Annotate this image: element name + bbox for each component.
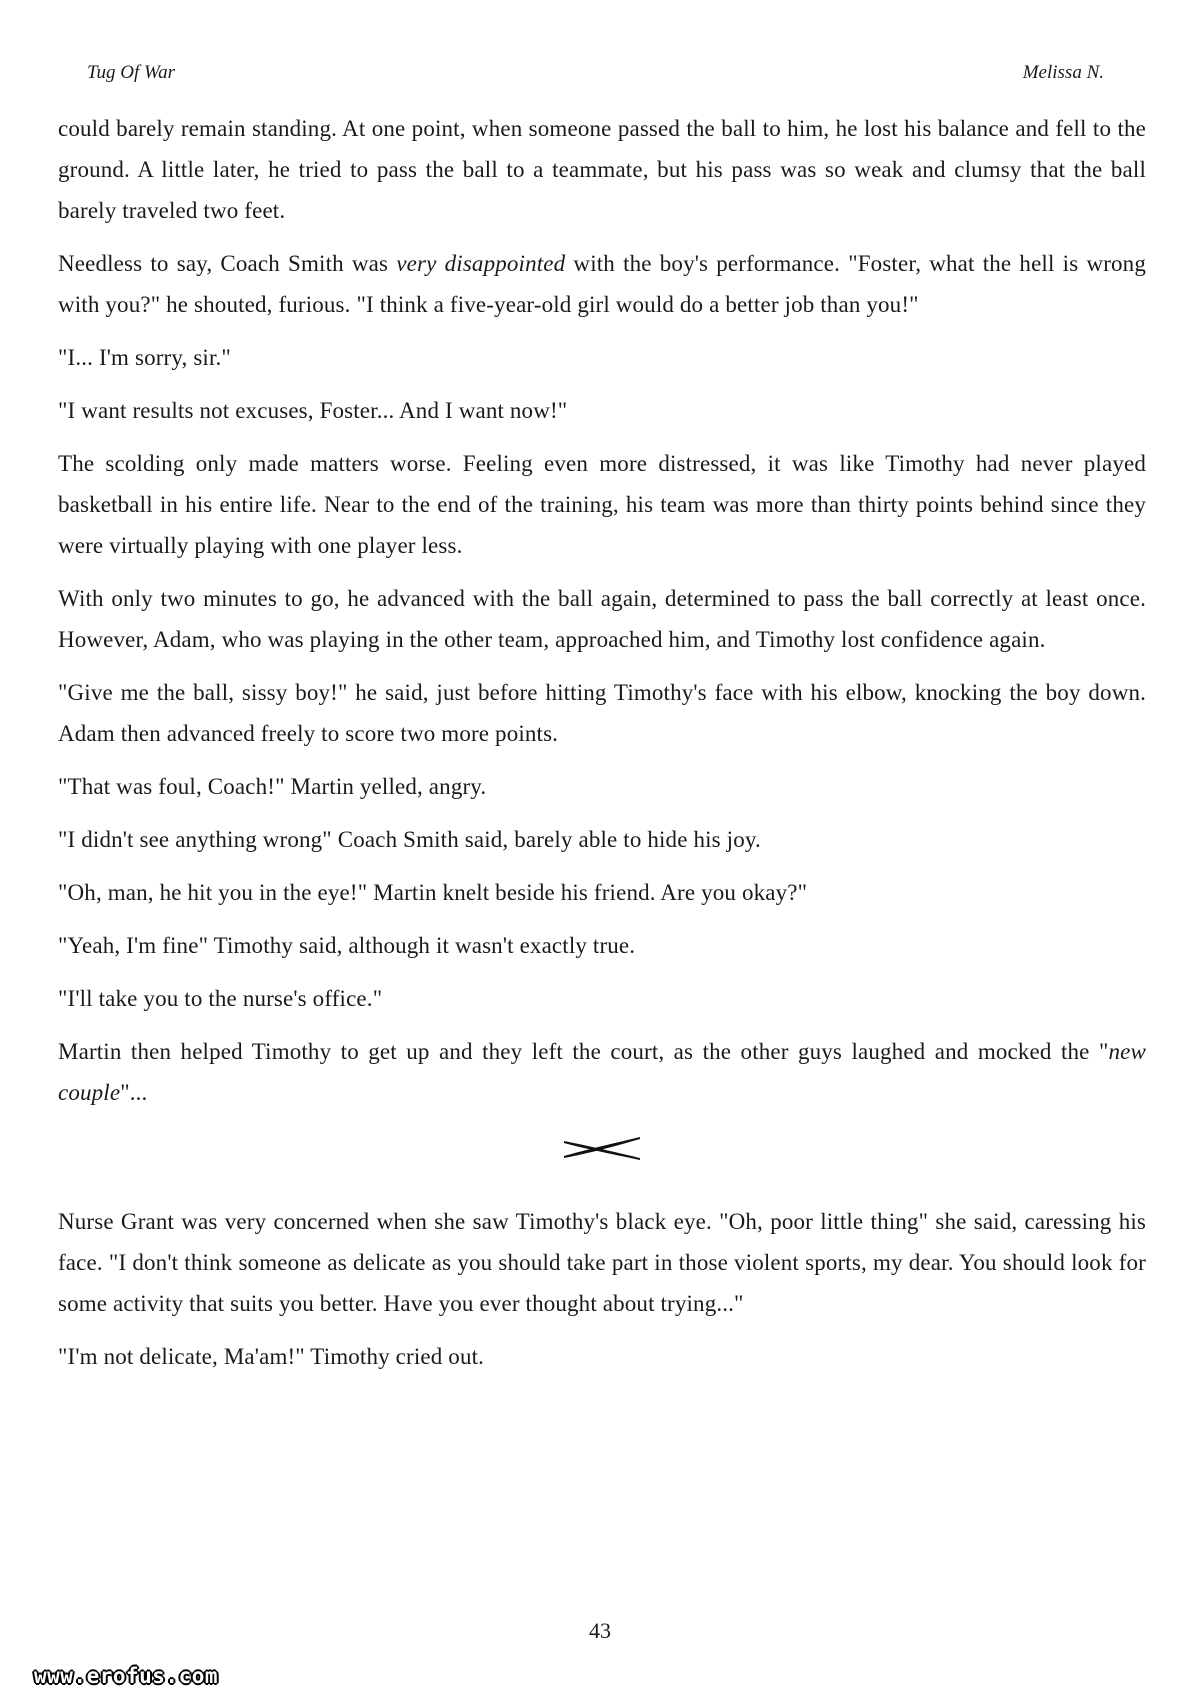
book-title: Tug Of War bbox=[87, 62, 175, 83]
paragraph-12: "I'll take you to the nurse's office." bbox=[58, 986, 383, 1011]
paragraph-2-end: with the boy's performance. "Foster, what the hell is wrong with you?" he shouted, furious. "I think a five-year-old girl would do a better job than you!" bbox=[58, 251, 1146, 317]
paragraph-8: "That was foul, Coach!" Martin yelled, angry. bbox=[58, 774, 487, 799]
section-separator bbox=[58, 1135, 1146, 1165]
page-header bbox=[87, 62, 1104, 92]
paragraph-2-start: Needless to say, Coach Smith was bbox=[58, 251, 397, 276]
paragraph-2 bbox=[58, 243, 1146, 325]
paragraph-11: "Yeah, I'm fine" Timothy said, although it wasn't exactly true. bbox=[58, 933, 636, 958]
paragraph-14: Nurse Grant was very concerned when she saw Timothy's black eye. "Oh, poor little thing" she said, caressing his face. "I don't think someone as delicate as you should take part in those violent sports, my dear. You should look for some activity that suits you better. Have you ever thought about trying..." bbox=[58, 1209, 1146, 1316]
paragraph-10: "Oh, man, he hit you in the eye!" Martin knelt beside his friend. Are you okay?" bbox=[58, 880, 808, 905]
crossed-flourish-icon bbox=[562, 1135, 642, 1161]
paragraph-4: "I want results not excuses, Foster... And I want now!" bbox=[58, 398, 568, 423]
paragraph-13-start: Martin then helped Timothy to get up and they left the court, as the other guys laughed and mocked the " bbox=[58, 1039, 1109, 1064]
paragraph-2-emphasis: very disappointed bbox=[396, 251, 566, 276]
paragraph-15: "I'm not delicate, Ma'am!" Timothy cried out. bbox=[58, 1344, 485, 1369]
paragraph-5: The scolding only made matters worse. Feeling even more distressed, it was like Timothy had never played basketball in his entire life. Near to the end of the training, his team was more than thirty points behind since they were virtually playing with one player less. bbox=[58, 451, 1146, 558]
paragraph-7: "Give me the ball, sissy boy!" he said, just before hitting Timothy's face with his elbow, knocking the boy down. Adam then advanced freely to score two more points. bbox=[58, 680, 1146, 746]
paragraph-6: With only two minutes to go, he advanced with the ball again, determined to pass the ball correctly at least once. However, Adam, who was playing in the other team, approached him, and Timothy lost confidence again. bbox=[58, 586, 1146, 652]
page-body bbox=[58, 108, 1146, 1389]
paragraph-3: "I... I'm sorry, sir." bbox=[58, 345, 231, 370]
author-name: Melissa N. bbox=[1022, 62, 1104, 83]
paragraph-13-end: "... bbox=[120, 1080, 148, 1105]
paragraph-9: "I didn't see anything wrong" Coach Smith said, barely able to hide his joy. bbox=[58, 827, 761, 852]
paragraph-1: could barely remain standing. At one point, when someone passed the ball to him, he lost his balance and fell to the ground. A little later, he tried to pass the ball to a teammate, but his pass was so weak and clumsy that the ball barely traveled two feet. bbox=[58, 116, 1146, 223]
paragraph-13 bbox=[58, 1031, 1146, 1113]
page-number: 43 bbox=[589, 1618, 611, 1643]
watermark: www.erofus.com bbox=[34, 1664, 219, 1688]
paragraph-13-emphasis: new couple bbox=[58, 1039, 1146, 1105]
